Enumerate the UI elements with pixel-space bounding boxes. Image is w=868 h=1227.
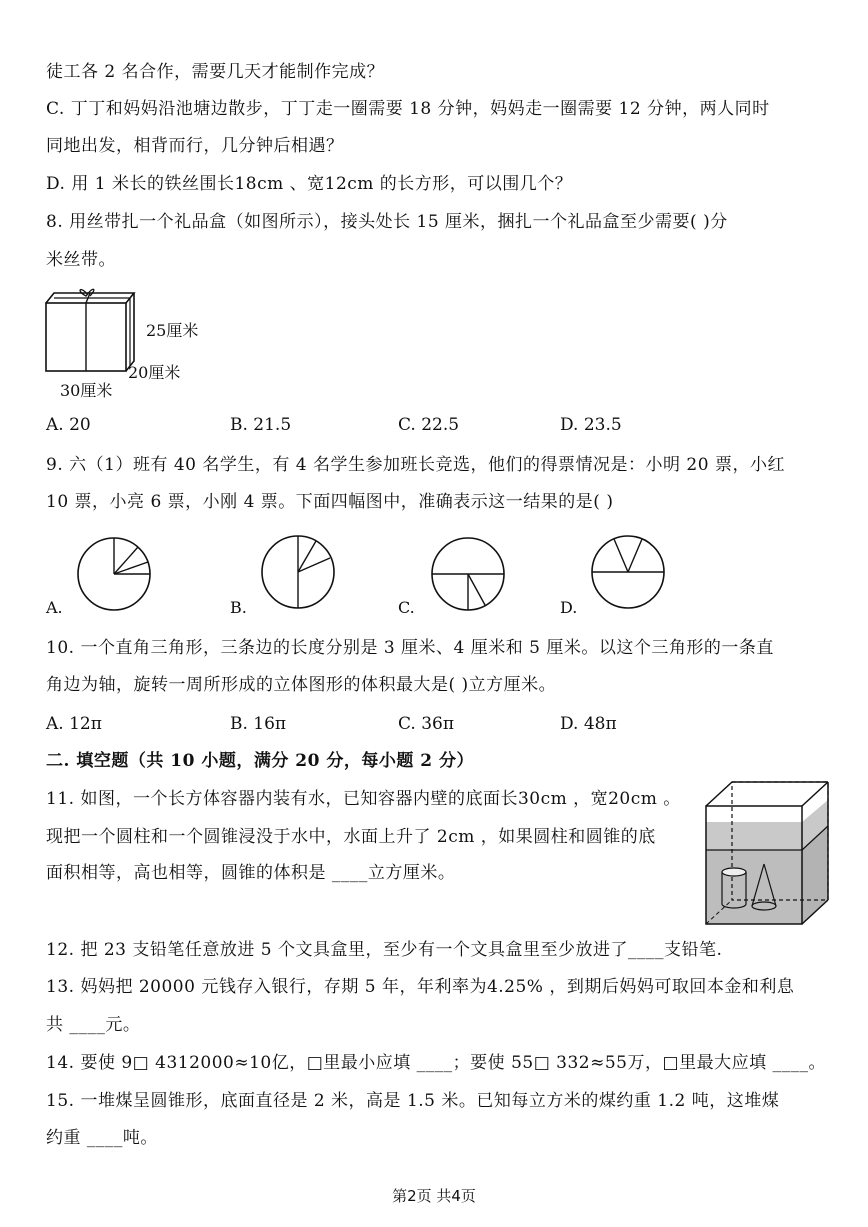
pie-label-d: D.	[560, 598, 578, 617]
text-line: 徒工各 2 名合作，需要几天才能制作完成？	[46, 62, 385, 82]
text-line: 米丝带。	[46, 250, 116, 270]
length-label: 30厘米	[60, 381, 113, 400]
container-figure	[704, 780, 830, 928]
pie-label-b: B.	[230, 598, 247, 617]
question-12: 12. 把 23 支铅笔任意放进 5 个文具盒里，至少有一个文具盒里至少放进了____支铅笔.	[46, 940, 723, 960]
pie-figure-c	[430, 536, 506, 612]
text-line: 10 票，小亮 6 票，小刚 4 票。下面四幅图中，准确表示这一结果的是( )	[46, 492, 614, 512]
section-heading: 二. 填空题（共 10 小题，满分 20 分，每小题 2 分）	[46, 751, 474, 771]
option-b[interactable]: B. 16π	[230, 714, 287, 734]
option-d[interactable]: D. 23.5	[560, 415, 622, 435]
option-d[interactable]: D. 48π	[560, 714, 617, 734]
pie-label-c: C.	[398, 598, 415, 617]
pie-figure-b	[260, 534, 336, 610]
text-line: 角边为轴，旋转一周所形成的立体图形的体积最大是( )立方厘米。	[46, 675, 557, 695]
question-11: 11. 如图，一个长方体容器内装有水，已知容器内壁的底面长30cm ，宽20cm 。	[46, 789, 681, 809]
question-14: 14. 要使 9□ 4312000≈10亿，□里最小应填 ____；要使 55□ 332≈55万，□里最大应填 ____。	[46, 1053, 826, 1073]
text-line: 同地出发，相背而行，几分钟后相遇？	[46, 136, 344, 156]
option-b[interactable]: B. 21.5	[230, 415, 292, 435]
text-line: 共 ____元。	[46, 1015, 141, 1035]
pie-figure-a	[76, 536, 152, 612]
pie-figure-d	[590, 534, 666, 610]
question-10: 10. 一个直角三角形，三条边的长度分别是 3 厘米、4 厘米和 5 厘米。以这个三角形的一条直	[46, 638, 774, 658]
text-line: C. 丁丁和妈妈沿池塘边散步，丁丁走一圈需要 18 分钟，妈妈走一圈需要 12 分钟，两人同时	[46, 99, 770, 119]
option-a[interactable]: A. 12π	[46, 714, 102, 734]
text-line: D. 用 1 米长的铁丝围长18cm 、宽12cm 的长方形，可以围几个？	[46, 174, 573, 194]
page-footer: 第2页 共4页	[392, 1187, 476, 1205]
option-c[interactable]: C. 22.5	[398, 415, 460, 435]
height-label: 25厘米	[146, 321, 199, 340]
width-label: 20厘米	[128, 363, 181, 382]
text-line: 面积相等，高也相等，圆锥的体积是 ____立方厘米。	[46, 863, 456, 883]
option-c[interactable]: C. 36π	[398, 714, 455, 734]
question-8: 8. 用丝带扎一个礼品盒（如图所示），接头处长 15 厘米，捆扎一个礼品盒至少需要( )分	[46, 212, 728, 232]
question-15: 15. 一堆煤呈圆锥形，底面直径是 2 米，高是 1.5 米。已知每立方米的煤约重 1.2 吨，这堆煤	[46, 1091, 780, 1111]
text-line: 约重 ____吨。	[46, 1128, 158, 1148]
question-13: 13. 妈妈把 20000 元钱存入银行，存期 5 年，年利率为4.25% ，到期后妈妈可取回本金和利息	[46, 977, 795, 997]
pie-label-a: A.	[46, 598, 63, 617]
question-9: 9. 六（1）班有 40 名学生，有 4 名学生参加班长竞选，他们的得票情况是：小明 20 票，小红	[46, 455, 785, 475]
text-line: 现把一个圆柱和一个圆锥浸没于水中，水面上升了 2cm ，如果圆柱和圆锥的底	[46, 827, 656, 847]
option-a[interactable]: A. 20	[46, 415, 91, 435]
